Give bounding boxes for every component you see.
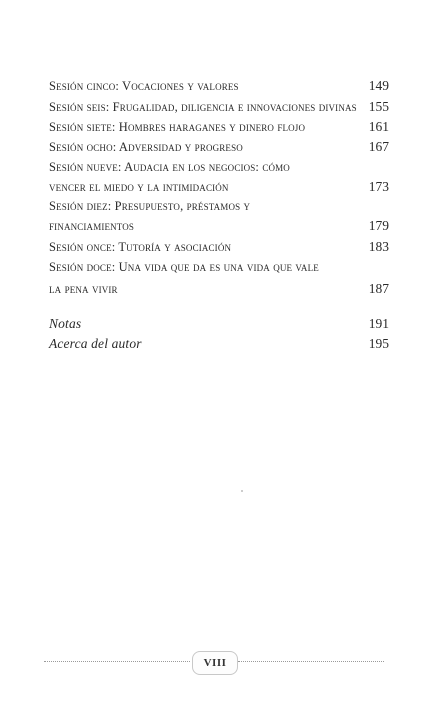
toc-entry-title: Sesión seis: Frugalidad, diligencia e innovaciones divinas [49,100,357,114]
toc-entry-page: 167 [368,139,389,154]
toc-entry-page: 149 [368,78,389,93]
toc-entry-title: Sesión once: Tutoría y asociación [49,240,232,254]
footer-rule-right [238,661,384,662]
toc-entry-about-author [49,334,389,354]
toc-entry [49,137,389,157]
toc-entry-page: 161 [368,119,389,134]
toc-entry-continuation [49,216,389,236]
toc-entry [49,237,389,257]
toc-entry-continuation [49,279,389,299]
toc-entry [49,257,389,277]
toc-entry [49,97,389,117]
toc-entry-page: 179 [368,218,389,233]
toc-entry-title: Sesión nueve: Audacia en los negocios: cómo [49,160,290,174]
toc-entry-page: 155 [368,99,389,114]
toc-entry [49,196,389,216]
toc-entry-title: Sesión siete: Hombres haraganes y dinero flojo [49,120,306,134]
toc-entry-title: Sesión ocho: Adversidad y progreso [49,140,243,154]
toc-entry-title: vencer el miedo y la intimidación [49,180,229,194]
toc-entry-page: 183 [368,239,389,254]
toc-entry-title: Notas [49,316,82,331]
page-number-badge: VIII [192,651,238,675]
toc-entry-page: 195 [368,336,389,351]
toc-entry-page: 187 [368,281,389,296]
toc-entry-title: la pena vivir [49,282,118,296]
toc-entry [49,117,389,137]
toc-entry [49,157,389,177]
toc-entry-notes [49,314,389,334]
paper-speck [241,490,243,492]
toc-entry-title: Sesión doce: Una vida que da es una vida que vale [49,260,319,274]
toc-entry-title: Acerca del autor [49,336,142,351]
toc-entry-title: Sesión diez: Presupuesto, préstamos y [49,199,251,213]
toc-entry-page: 173 [368,179,389,194]
toc-entry [49,76,389,96]
toc-entry-title: Sesión cinco: Vocaciones y valores [49,79,239,93]
toc-entry-title: financiamientos [49,219,135,233]
toc-entry-continuation [49,177,389,197]
footer-rule-left [44,661,190,662]
toc-entry-page: 191 [368,316,389,331]
